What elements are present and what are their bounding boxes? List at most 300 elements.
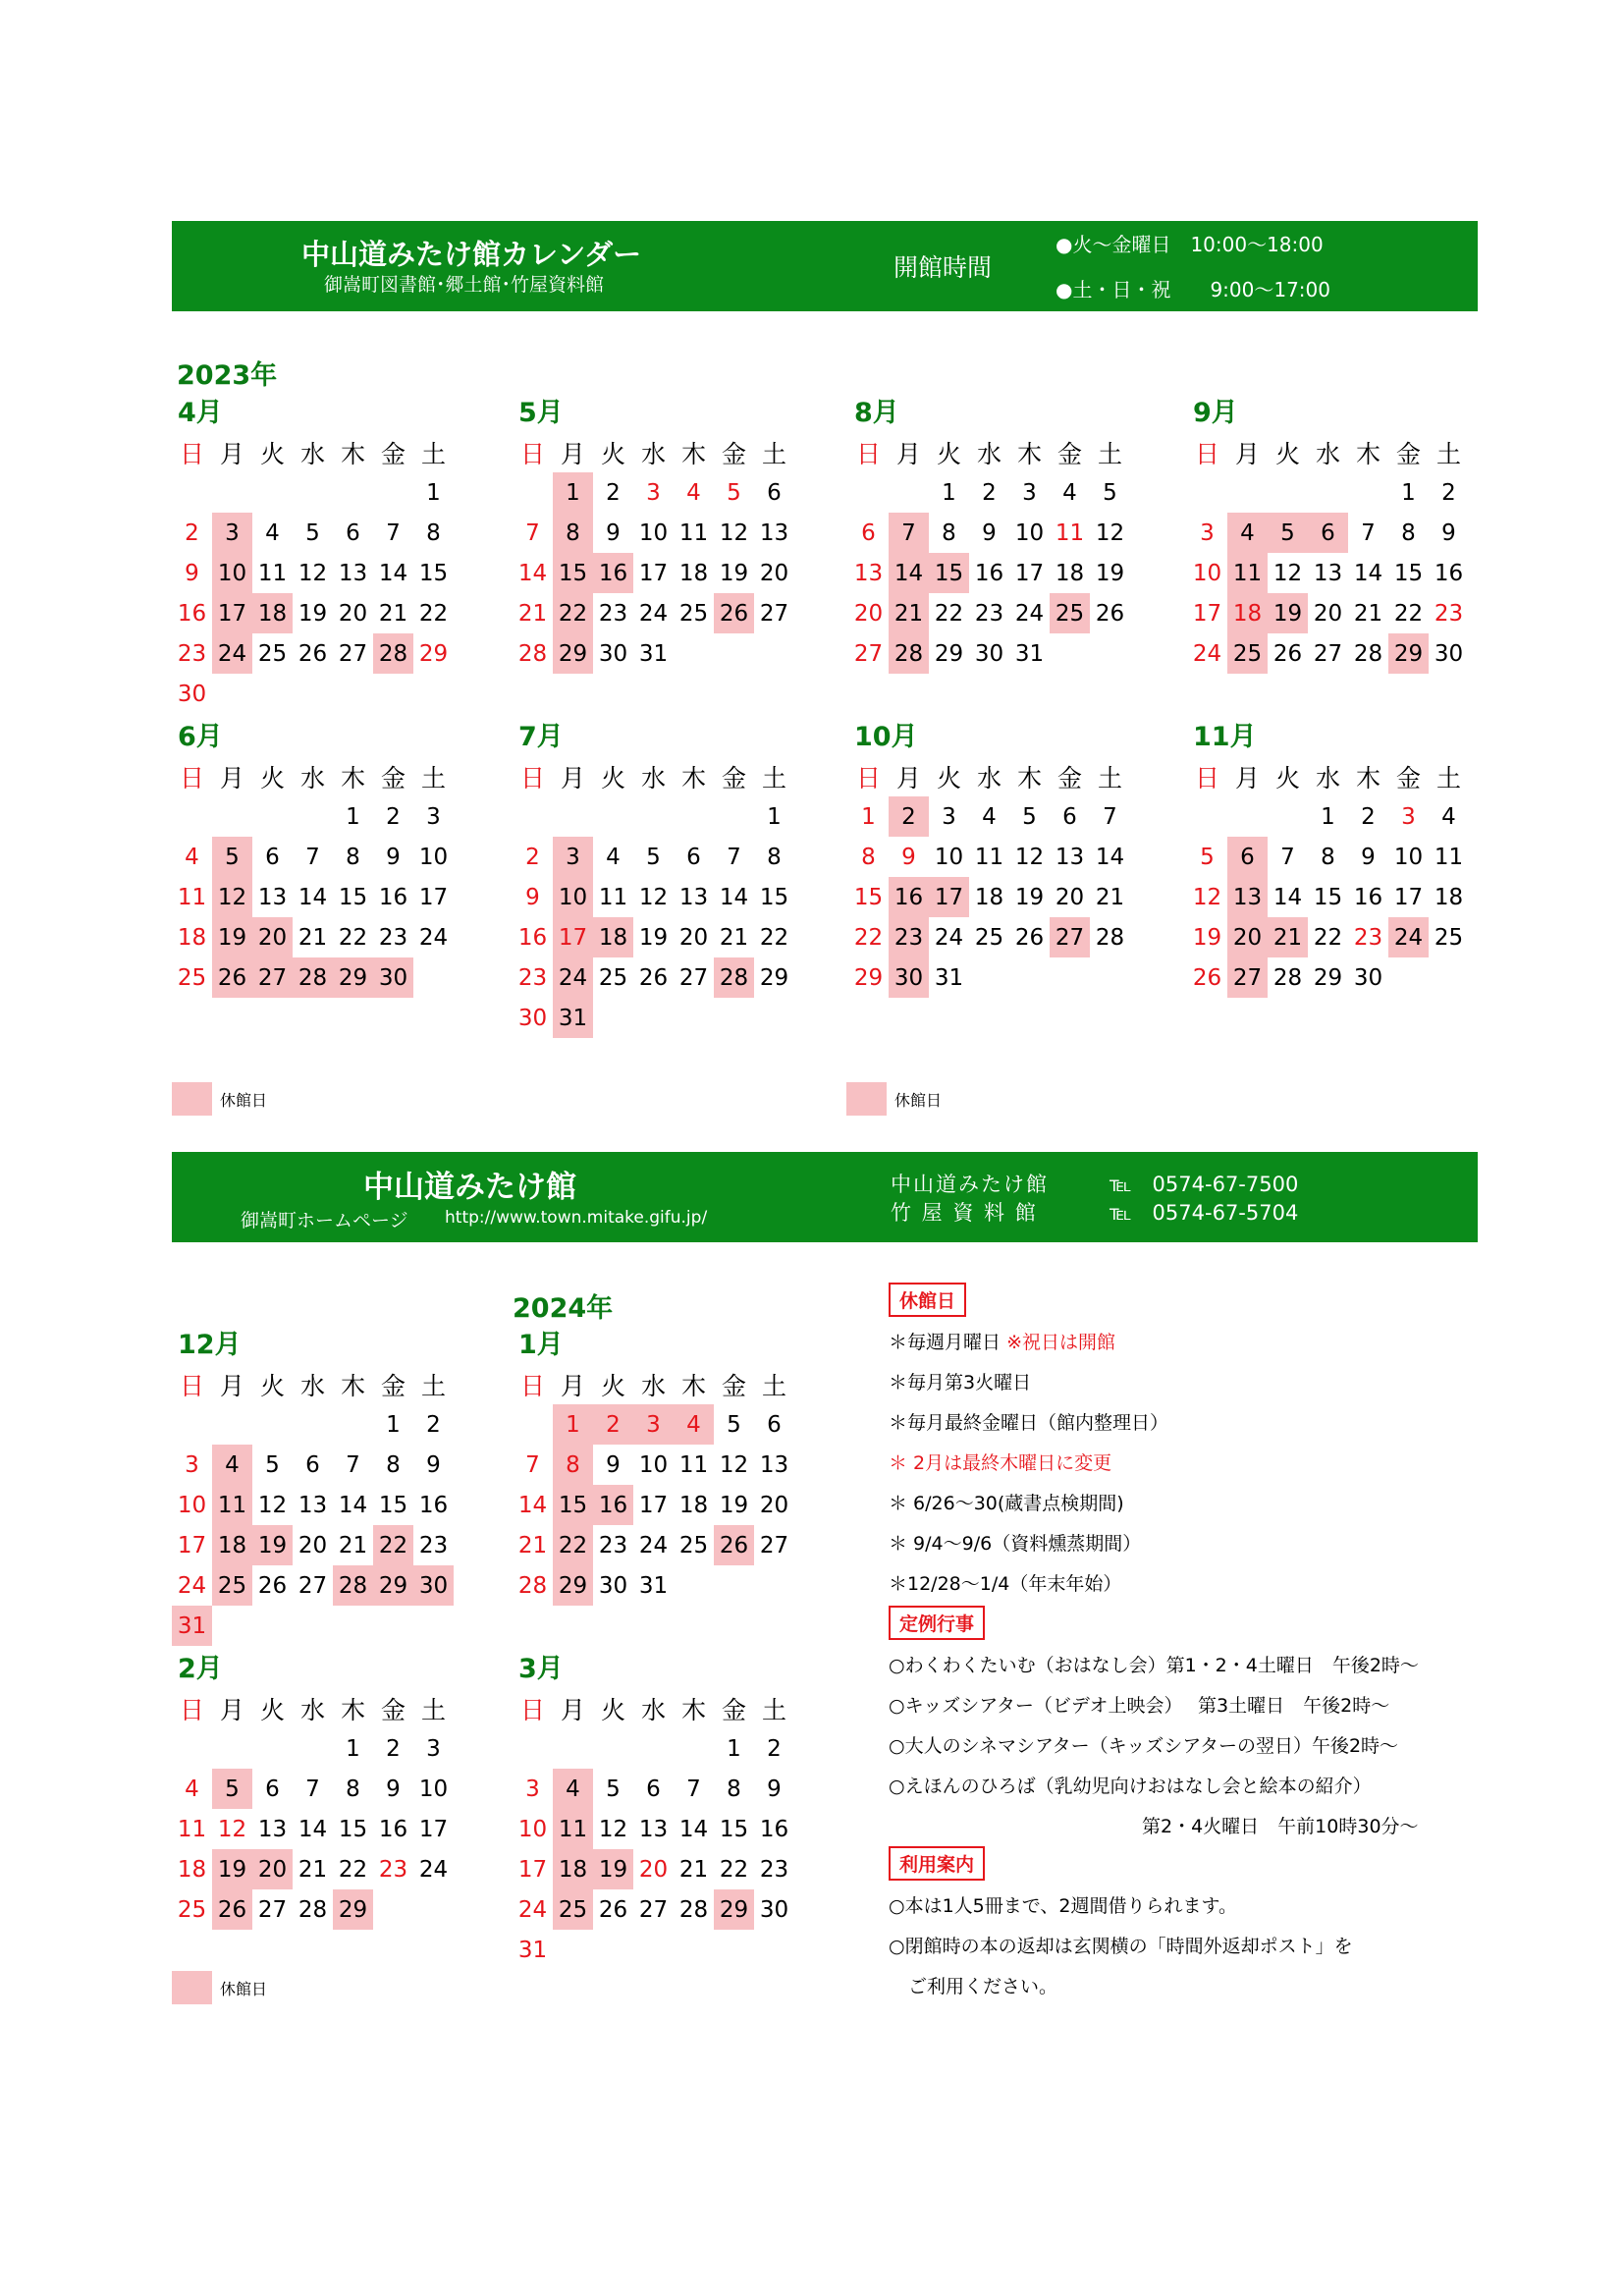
day-cell: 17 bbox=[1192, 600, 1222, 627]
day-cell: 8 bbox=[386, 1451, 401, 1478]
day-cell: 28 bbox=[678, 1896, 709, 1923]
month-march-2024 bbox=[513, 1654, 794, 1970]
day-cell: 1 bbox=[346, 1735, 360, 1762]
empty-cell bbox=[212, 1404, 252, 1445]
day-cell: 15 bbox=[759, 884, 789, 910]
month-april-2023 bbox=[172, 398, 454, 714]
closed-day: 6 bbox=[1308, 513, 1348, 553]
closed-day-legend-label: 休館日 bbox=[220, 1090, 268, 1110]
day-cell: 9 bbox=[1441, 519, 1456, 546]
day-cell: 24 bbox=[638, 1532, 669, 1558]
weekday-header: 土 bbox=[1097, 763, 1122, 793]
day-cell: 25 bbox=[257, 640, 288, 667]
day-cell: 7 bbox=[727, 844, 741, 870]
weekday-header: 金 bbox=[721, 1695, 746, 1724]
weekday-header: 金 bbox=[1395, 439, 1421, 468]
day-cell: 25 bbox=[678, 1532, 709, 1558]
empty-cell bbox=[1227, 472, 1268, 513]
day-cell: 6 bbox=[265, 844, 280, 870]
weekday-header: 木 bbox=[1016, 439, 1042, 468]
day-cell: 12 bbox=[1272, 560, 1303, 586]
day-cell: 9 bbox=[525, 884, 540, 910]
day-cell: 20 bbox=[1055, 884, 1085, 910]
closed-day-swatch bbox=[172, 1971, 212, 2004]
museum-title: 中山道みたけ館 bbox=[363, 1170, 576, 1205]
month-november-2023 bbox=[1187, 722, 1469, 998]
day-cell: 22 bbox=[1393, 600, 1424, 627]
day-cell: 26 bbox=[638, 964, 669, 991]
empty-cell bbox=[212, 1728, 252, 1769]
day-cell: 7 bbox=[1103, 803, 1117, 830]
weekday-header: 火 bbox=[936, 439, 961, 468]
weekday-header: 金 bbox=[721, 1371, 746, 1400]
day-cell: 8 bbox=[942, 519, 956, 546]
day-cell: 9 bbox=[1361, 844, 1376, 870]
empty-cell bbox=[172, 1728, 212, 1769]
closed-day-legend-label: 休館日 bbox=[894, 1090, 943, 1110]
day-cell: 23 bbox=[418, 1532, 449, 1558]
weekday-header: 木 bbox=[340, 439, 365, 468]
empty-cell bbox=[252, 796, 293, 837]
day-cell: 17 bbox=[418, 884, 449, 910]
day-cell: 22 bbox=[1313, 924, 1343, 951]
day-cell: 13 bbox=[338, 560, 368, 586]
month-grid bbox=[513, 1364, 794, 1606]
day-cell: 28 bbox=[1272, 964, 1303, 991]
day-cell: 6 bbox=[305, 1451, 320, 1478]
day-cell: 11 bbox=[1055, 519, 1085, 546]
day-cell: 8 bbox=[346, 844, 360, 870]
empty-cell bbox=[553, 1728, 593, 1769]
month-grid bbox=[513, 756, 794, 1038]
day-cell: 10 bbox=[418, 844, 449, 870]
tel2-number: ℡ 0574-67-5704 bbox=[1110, 1201, 1299, 1225]
closed-day: 2 bbox=[889, 796, 929, 837]
day-cell: 25 bbox=[177, 964, 207, 991]
day-cell: 1 bbox=[727, 1735, 741, 1762]
day-cell: 27 bbox=[759, 600, 789, 627]
day-cell: 19 bbox=[719, 1492, 749, 1518]
day-cell: 12 bbox=[638, 884, 669, 910]
day-cell: 31 bbox=[638, 640, 669, 667]
weekday-header: 水 bbox=[640, 439, 666, 468]
day-cell: 5 bbox=[305, 519, 320, 546]
weekday-header: 水 bbox=[640, 1695, 666, 1724]
tel1-number: ℡ 0574-67-7500 bbox=[1110, 1173, 1299, 1196]
day-cell: 13 bbox=[638, 1816, 669, 1842]
day-cell: 14 bbox=[517, 560, 548, 586]
weekday-header: 水 bbox=[1315, 439, 1340, 468]
day-cell: 10 bbox=[177, 1492, 207, 1518]
closed-day: 20 bbox=[252, 1849, 293, 1889]
empty-cell bbox=[1227, 796, 1268, 837]
day-cell: 25 bbox=[678, 600, 709, 627]
day-cell: 6 bbox=[767, 479, 782, 506]
month-title: 8月 bbox=[854, 398, 899, 428]
closed-day: 19 bbox=[1268, 593, 1308, 633]
empty-cell bbox=[293, 1404, 333, 1445]
month-october-2023 bbox=[848, 722, 1130, 998]
closed-rule-february: ＊ 2月は最終木曜日に変更 bbox=[889, 1452, 1112, 1474]
event-story-time: ○わくわくたいむ（おはなし会）第1・2・4土曜日 午後2時～ bbox=[889, 1655, 1419, 1676]
month-title: 5月 bbox=[518, 398, 564, 428]
day-cell: 6 bbox=[646, 1776, 661, 1802]
weekday-header: 水 bbox=[976, 439, 1001, 468]
closed-day: 10 bbox=[553, 877, 593, 917]
day-cell: 4 bbox=[1441, 803, 1456, 830]
day-cell: 29 bbox=[853, 964, 884, 991]
weekday-header: 火 bbox=[600, 1695, 625, 1724]
closed-day: 18 bbox=[553, 1849, 593, 1889]
weekday-header: 金 bbox=[380, 1695, 406, 1724]
day-cell: 19 bbox=[719, 560, 749, 586]
day-cell: 23 bbox=[598, 1532, 628, 1558]
closed-day: 23 bbox=[889, 917, 929, 957]
closed-day: 22 bbox=[553, 1525, 593, 1565]
closed-day: 19 bbox=[252, 1525, 293, 1565]
closed-day: 22 bbox=[373, 1525, 413, 1565]
weekday-header: 月 bbox=[895, 763, 921, 793]
closed-day: 18 bbox=[252, 593, 293, 633]
weekday-header: 土 bbox=[420, 1371, 446, 1400]
weekday-header: 火 bbox=[259, 439, 285, 468]
holiday-open-note: ※祝日は開館 bbox=[1006, 1332, 1115, 1353]
month-grid bbox=[172, 756, 454, 998]
day-cell: 10 bbox=[934, 844, 964, 870]
month-grid bbox=[1187, 432, 1469, 674]
day-cell: 23 bbox=[177, 640, 207, 667]
day-cell: 17 bbox=[517, 1856, 548, 1883]
empty-cell bbox=[293, 472, 333, 513]
day-cell: 5 bbox=[646, 844, 661, 870]
day-cell: 13 bbox=[759, 1451, 789, 1478]
weekday-header: 金 bbox=[380, 439, 406, 468]
closed-day: 1 bbox=[553, 1404, 593, 1445]
month-title: 2月 bbox=[178, 1654, 223, 1684]
day-cell: 10 bbox=[638, 1451, 669, 1478]
closed-day: 22 bbox=[553, 593, 593, 633]
closed-day: 25 bbox=[212, 1565, 252, 1606]
empty-cell bbox=[674, 796, 714, 837]
day-cell: 25 bbox=[598, 964, 628, 991]
day-cell: 14 bbox=[719, 884, 749, 910]
day-cell: 8 bbox=[727, 1776, 741, 1802]
day-cell: 8 bbox=[1401, 519, 1416, 546]
day-cell: 7 bbox=[1280, 844, 1295, 870]
empty-cell bbox=[674, 1728, 714, 1769]
day-cell: 22 bbox=[338, 924, 368, 951]
day-cell: 11 bbox=[1434, 844, 1464, 870]
day-cell: 5 bbox=[1022, 803, 1037, 830]
day-cell: 6 bbox=[767, 1411, 782, 1438]
day-cell: 24 bbox=[1014, 600, 1045, 627]
day-cell: 20 bbox=[1313, 600, 1343, 627]
day-cell: 7 bbox=[305, 1776, 320, 1802]
closed-rule-monday-text: ＊毎週月曜日 bbox=[889, 1332, 1001, 1353]
closed-rule-last-friday: ＊毎月最終金曜日（館内整理日） bbox=[889, 1412, 1169, 1434]
weekday-header: 水 bbox=[640, 763, 666, 793]
closed-day: 29 bbox=[714, 1889, 754, 1930]
day-cell: 30 bbox=[598, 1572, 628, 1599]
weekday-header: 土 bbox=[420, 1695, 446, 1724]
day-cell: 13 bbox=[853, 560, 884, 586]
closed-day: 29 bbox=[1388, 633, 1429, 674]
day-cell: 9 bbox=[901, 844, 916, 870]
weekday-header: 木 bbox=[680, 439, 706, 468]
day-cell: 15 bbox=[418, 560, 449, 586]
closed-day: 25 bbox=[1050, 593, 1090, 633]
museum-info-banner bbox=[172, 1152, 1478, 1242]
day-cell: 20 bbox=[678, 924, 709, 951]
day-cell: 20 bbox=[759, 1492, 789, 1518]
day-cell: 20 bbox=[853, 600, 884, 627]
day-cell: 4 bbox=[606, 844, 621, 870]
weekday-header: 土 bbox=[761, 763, 786, 793]
weekday-header: 日 bbox=[1194, 763, 1219, 793]
day-cell: 10 bbox=[1393, 844, 1424, 870]
closed-rule-third-tuesday: ＊毎月第3火曜日 bbox=[889, 1372, 1032, 1394]
closed-day: 17 bbox=[553, 917, 593, 957]
month-february-2024 bbox=[172, 1654, 454, 1930]
day-cell: 8 bbox=[861, 844, 876, 870]
weekday-header: 木 bbox=[1355, 763, 1380, 793]
day-cell: 21 bbox=[517, 600, 548, 627]
weekday-header: 金 bbox=[380, 763, 406, 793]
day-cell: 15 bbox=[338, 1816, 368, 1842]
weekday-header: 日 bbox=[179, 1371, 204, 1400]
day-cell: 14 bbox=[1095, 844, 1125, 870]
closed-day: 27 bbox=[1227, 957, 1268, 998]
day-cell: 2 bbox=[426, 1411, 441, 1438]
weekday-header: 火 bbox=[600, 763, 625, 793]
day-cell: 4 bbox=[686, 479, 701, 506]
weekday-header: 金 bbox=[1056, 439, 1082, 468]
closed-day: 28 bbox=[714, 957, 754, 998]
day-cell: 16 bbox=[974, 560, 1004, 586]
day-cell: 25 bbox=[1434, 924, 1464, 951]
month-title: 10月 bbox=[854, 722, 918, 752]
month-title: 11月 bbox=[1193, 722, 1257, 752]
closed-rule-inventory: ＊ 6/26～30(蔵書点検期間) bbox=[889, 1493, 1124, 1514]
day-cell: 5 bbox=[727, 1411, 741, 1438]
day-cell: 20 bbox=[298, 1532, 328, 1558]
day-cell: 27 bbox=[257, 1896, 288, 1923]
day-cell: 8 bbox=[426, 519, 441, 546]
day-cell: 29 bbox=[759, 964, 789, 991]
closed-day: 29 bbox=[333, 957, 373, 998]
day-cell: 16 bbox=[177, 600, 207, 627]
day-cell: 18 bbox=[678, 1492, 709, 1518]
closed-day: 28 bbox=[889, 633, 929, 674]
empty-cell bbox=[1268, 472, 1308, 513]
day-cell: 3 bbox=[525, 1776, 540, 1802]
day-cell: 14 bbox=[298, 1816, 328, 1842]
day-cell: 2 bbox=[982, 479, 997, 506]
opening-hours-label: 開館時間 bbox=[893, 253, 993, 282]
day-cell: 7 bbox=[386, 519, 401, 546]
empty-cell bbox=[252, 1728, 293, 1769]
usage-return-post-cont: ご利用ください。 bbox=[908, 1976, 1058, 1997]
empty-cell bbox=[252, 1404, 293, 1445]
closed-day: 19 bbox=[212, 1849, 252, 1889]
weekday-header: 土 bbox=[420, 763, 446, 793]
empty-cell bbox=[252, 472, 293, 513]
day-cell: 18 bbox=[1434, 884, 1464, 910]
weekday-header: 火 bbox=[259, 763, 285, 793]
weekday-header: 火 bbox=[600, 1371, 625, 1400]
day-cell: 1 bbox=[767, 803, 782, 830]
day-cell: 17 bbox=[638, 1492, 669, 1518]
closed-day: 25 bbox=[1227, 633, 1268, 674]
day-cell: 3 bbox=[942, 803, 956, 830]
day-cell: 19 bbox=[1095, 560, 1125, 586]
empty-cell bbox=[333, 1404, 373, 1445]
day-cell: 1 bbox=[346, 803, 360, 830]
day-cell: 26 bbox=[1014, 924, 1045, 951]
closed-day-legend bbox=[846, 1082, 942, 1116]
weekday-header: 土 bbox=[761, 1371, 786, 1400]
closed-day: 14 bbox=[889, 553, 929, 593]
weekday-header: 日 bbox=[519, 1695, 545, 1724]
weekday-header: 月 bbox=[560, 1371, 585, 1400]
empty-cell bbox=[1187, 472, 1227, 513]
day-cell: 28 bbox=[1353, 640, 1383, 667]
closed-day: 5 bbox=[212, 837, 252, 877]
closed-day: 3 bbox=[553, 837, 593, 877]
day-cell: 24 bbox=[1192, 640, 1222, 667]
day-cell: 27 bbox=[853, 640, 884, 667]
closed-days-title: 休館日 bbox=[889, 1283, 966, 1317]
closed-rule-new-year: ＊12/28～1/4（年末年始） bbox=[889, 1573, 1122, 1595]
month-title: 12月 bbox=[178, 1330, 242, 1360]
weekday-header: 月 bbox=[895, 439, 921, 468]
closed-day: 29 bbox=[333, 1889, 373, 1930]
weekday-header: 金 bbox=[721, 763, 746, 793]
weekday-header: 月 bbox=[219, 1371, 244, 1400]
day-cell: 2 bbox=[386, 803, 401, 830]
day-cell: 28 bbox=[517, 640, 548, 667]
day-cell: 14 bbox=[378, 560, 408, 586]
day-cell: 30 bbox=[974, 640, 1004, 667]
weekday-header: 火 bbox=[1274, 439, 1300, 468]
empty-cell bbox=[513, 1728, 553, 1769]
day-cell: 11 bbox=[974, 844, 1004, 870]
day-cell: 23 bbox=[517, 964, 548, 991]
day-cell: 26 bbox=[1192, 964, 1222, 991]
day-cell: 10 bbox=[638, 519, 669, 546]
weekday-header: 金 bbox=[1056, 763, 1082, 793]
events-title: 定例行事 bbox=[889, 1606, 985, 1640]
day-cell: 4 bbox=[265, 519, 280, 546]
day-cell: 26 bbox=[257, 1572, 288, 1599]
weekday-header: 火 bbox=[1274, 763, 1300, 793]
closed-day: 11 bbox=[553, 1809, 593, 1849]
day-cell: 14 bbox=[1272, 884, 1303, 910]
day-cell: 15 bbox=[719, 1816, 749, 1842]
closed-day: 7 bbox=[889, 513, 929, 553]
day-cell: 16 bbox=[1353, 884, 1383, 910]
weekday-header: 月 bbox=[219, 439, 244, 468]
empty-cell bbox=[373, 472, 413, 513]
closed-day-swatch bbox=[172, 1082, 212, 1116]
day-cell: 21 bbox=[298, 924, 328, 951]
closed-day: 26 bbox=[714, 1525, 754, 1565]
day-cell: 27 bbox=[1313, 640, 1343, 667]
closed-day: 8 bbox=[553, 1445, 593, 1485]
closed-day: 24 bbox=[553, 957, 593, 998]
day-cell: 21 bbox=[378, 600, 408, 627]
closed-day: 15 bbox=[929, 553, 969, 593]
day-cell: 20 bbox=[759, 560, 789, 586]
closed-day: 13 bbox=[1227, 877, 1268, 917]
day-cell: 16 bbox=[418, 1492, 449, 1518]
day-cell: 4 bbox=[982, 803, 997, 830]
day-cell: 12 bbox=[719, 519, 749, 546]
day-cell: 14 bbox=[517, 1492, 548, 1518]
day-cell: 1 bbox=[426, 479, 441, 506]
day-cell: 12 bbox=[257, 1492, 288, 1518]
day-cell: 19 bbox=[1192, 924, 1222, 951]
events-title-wrap bbox=[889, 1606, 985, 1640]
closed-rule-monday bbox=[889, 1328, 1115, 1354]
weekday-header: 日 bbox=[1194, 439, 1219, 468]
day-cell: 30 bbox=[759, 1896, 789, 1923]
day-cell: 8 bbox=[767, 844, 782, 870]
day-cell: 1 bbox=[1401, 479, 1416, 506]
day-cell: 3 bbox=[185, 1451, 199, 1478]
day-cell: 3 bbox=[1200, 519, 1215, 546]
closed-day: 10 bbox=[212, 553, 252, 593]
day-cell: 29 bbox=[934, 640, 964, 667]
day-cell: 6 bbox=[265, 1776, 280, 1802]
closed-day: 4 bbox=[674, 1404, 714, 1445]
day-cell: 22 bbox=[338, 1856, 368, 1883]
month-title: 3月 bbox=[518, 1654, 564, 1684]
weekday-header: 木 bbox=[680, 1371, 706, 1400]
day-cell: 7 bbox=[525, 519, 540, 546]
day-cell: 16 bbox=[1434, 560, 1464, 586]
day-cell: 2 bbox=[386, 1735, 401, 1762]
day-cell: 21 bbox=[719, 924, 749, 951]
empty-cell bbox=[172, 796, 212, 837]
empty-cell bbox=[889, 472, 929, 513]
day-cell: 16 bbox=[517, 924, 548, 951]
day-cell: 28 bbox=[517, 1572, 548, 1599]
day-cell: 26 bbox=[298, 640, 328, 667]
closed-day: 3 bbox=[212, 513, 252, 553]
month-grid bbox=[172, 432, 454, 714]
day-cell: 28 bbox=[298, 1896, 328, 1923]
closed-day: 31 bbox=[172, 1606, 212, 1646]
day-cell: 12 bbox=[719, 1451, 749, 1478]
homepage-url[interactable]: http://www.town.mitake.gifu.jp/ bbox=[445, 1208, 708, 1228]
day-cell: 7 bbox=[525, 1451, 540, 1478]
month-title: 1月 bbox=[518, 1330, 564, 1360]
day-cell: 15 bbox=[378, 1492, 408, 1518]
day-cell: 26 bbox=[598, 1896, 628, 1923]
day-cell: 9 bbox=[767, 1776, 782, 1802]
month-june-2023 bbox=[172, 722, 454, 998]
year-2024-label: 2024年 bbox=[513, 1293, 614, 1324]
weekday-header: 火 bbox=[936, 763, 961, 793]
tel2-name: 竹 屋 資 料 館 bbox=[891, 1201, 1038, 1225]
day-cell: 17 bbox=[638, 560, 669, 586]
day-cell: 24 bbox=[418, 1856, 449, 1883]
day-cell: 10 bbox=[517, 1816, 548, 1842]
day-cell: 21 bbox=[1095, 884, 1125, 910]
closed-day-legend bbox=[172, 1082, 267, 1116]
closed-day: 18 bbox=[1227, 593, 1268, 633]
